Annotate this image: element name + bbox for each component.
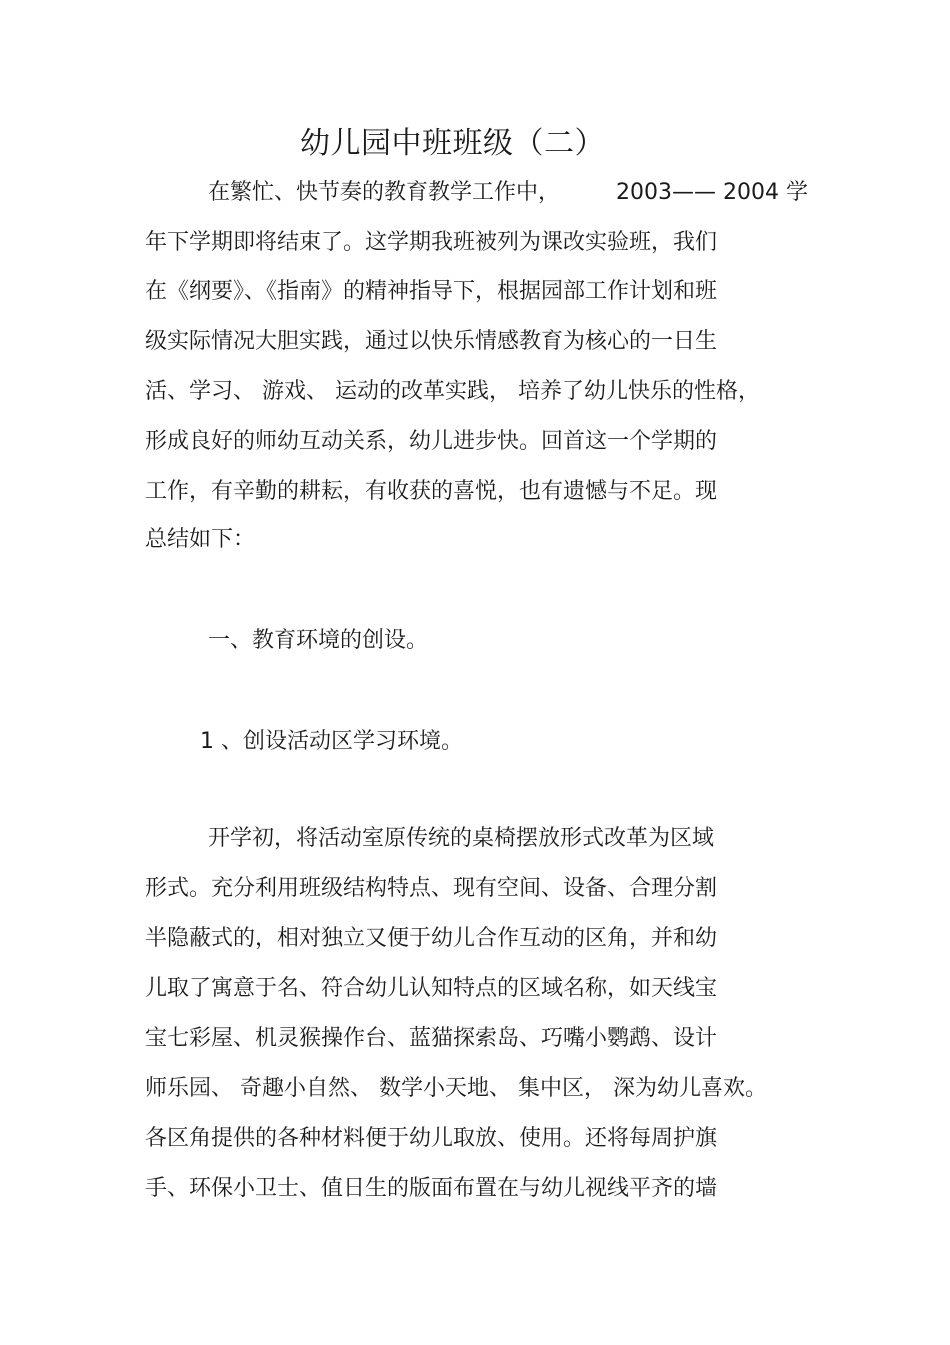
paragraph-line-year: 2003—— 2004 学: [616, 180, 808, 205]
paragraph-line: 半隐蔽式的，相对独立又便于幼儿合作互动的区角，并和幼: [145, 926, 718, 951]
document-title: 幼儿园中班班级（二）: [300, 126, 605, 161]
paragraph-line: 年下学期即将结束了。这学期我班被列为课改实验班，我们: [145, 230, 718, 255]
paragraph-line: 工作，有辛勤的耕耘，有收获的喜悦，也有遗憾与不足。现: [145, 479, 718, 504]
section-heading: 一、教育环境的创设。: [208, 628, 429, 653]
paragraph-line: 在繁忙、快节奏的教育教学工作中，: [208, 180, 561, 205]
section-subheading: 1 、创设活动区学习环境。: [200, 729, 463, 754]
paragraph-line: 形式。充分利用班级结构特点、现有空间、设备、合理分割: [145, 876, 718, 901]
paragraph-line: 宝七彩屋、机灵猴操作台、蓝猫探索岛、巧嘴小鹦鹉、设计: [145, 1026, 718, 1051]
paragraph-line: 师乐园、 奇趣小自然、 数学小天地、 集中区， 深为幼儿喜欢。: [145, 1076, 767, 1101]
paragraph-line: 各区角提供的各种材料便于幼儿取放、使用。还将每周护旗: [145, 1126, 718, 1151]
paragraph-line: 手、环保小卫士、值日生的版面布置在与幼儿视线平齐的墙: [145, 1176, 718, 1201]
paragraph-line: 形成良好的师幼互动关系，幼儿进步快。回首这一个学期的: [145, 429, 718, 454]
paragraph-line: 级实际情况大胆实践，通过以快乐情感教育为核心的一日生: [145, 329, 718, 354]
paragraph-line: 儿取了寓意于名、符合幼儿认知特点的区域名称，如天线宝: [145, 976, 718, 1001]
paragraph-line: 总结如下：: [145, 527, 256, 552]
paragraph-line: 开学初，将活动室原传统的桌椅摆放形式改革为区域: [208, 826, 715, 851]
paragraph-line: 活、学习、 游戏、 运动的改革实践， 培养了幼儿快乐的性格，: [145, 379, 760, 404]
paragraph-line: 在《纲要》、《指南》的精神指导下，根据园部工作计划和班: [145, 279, 718, 304]
